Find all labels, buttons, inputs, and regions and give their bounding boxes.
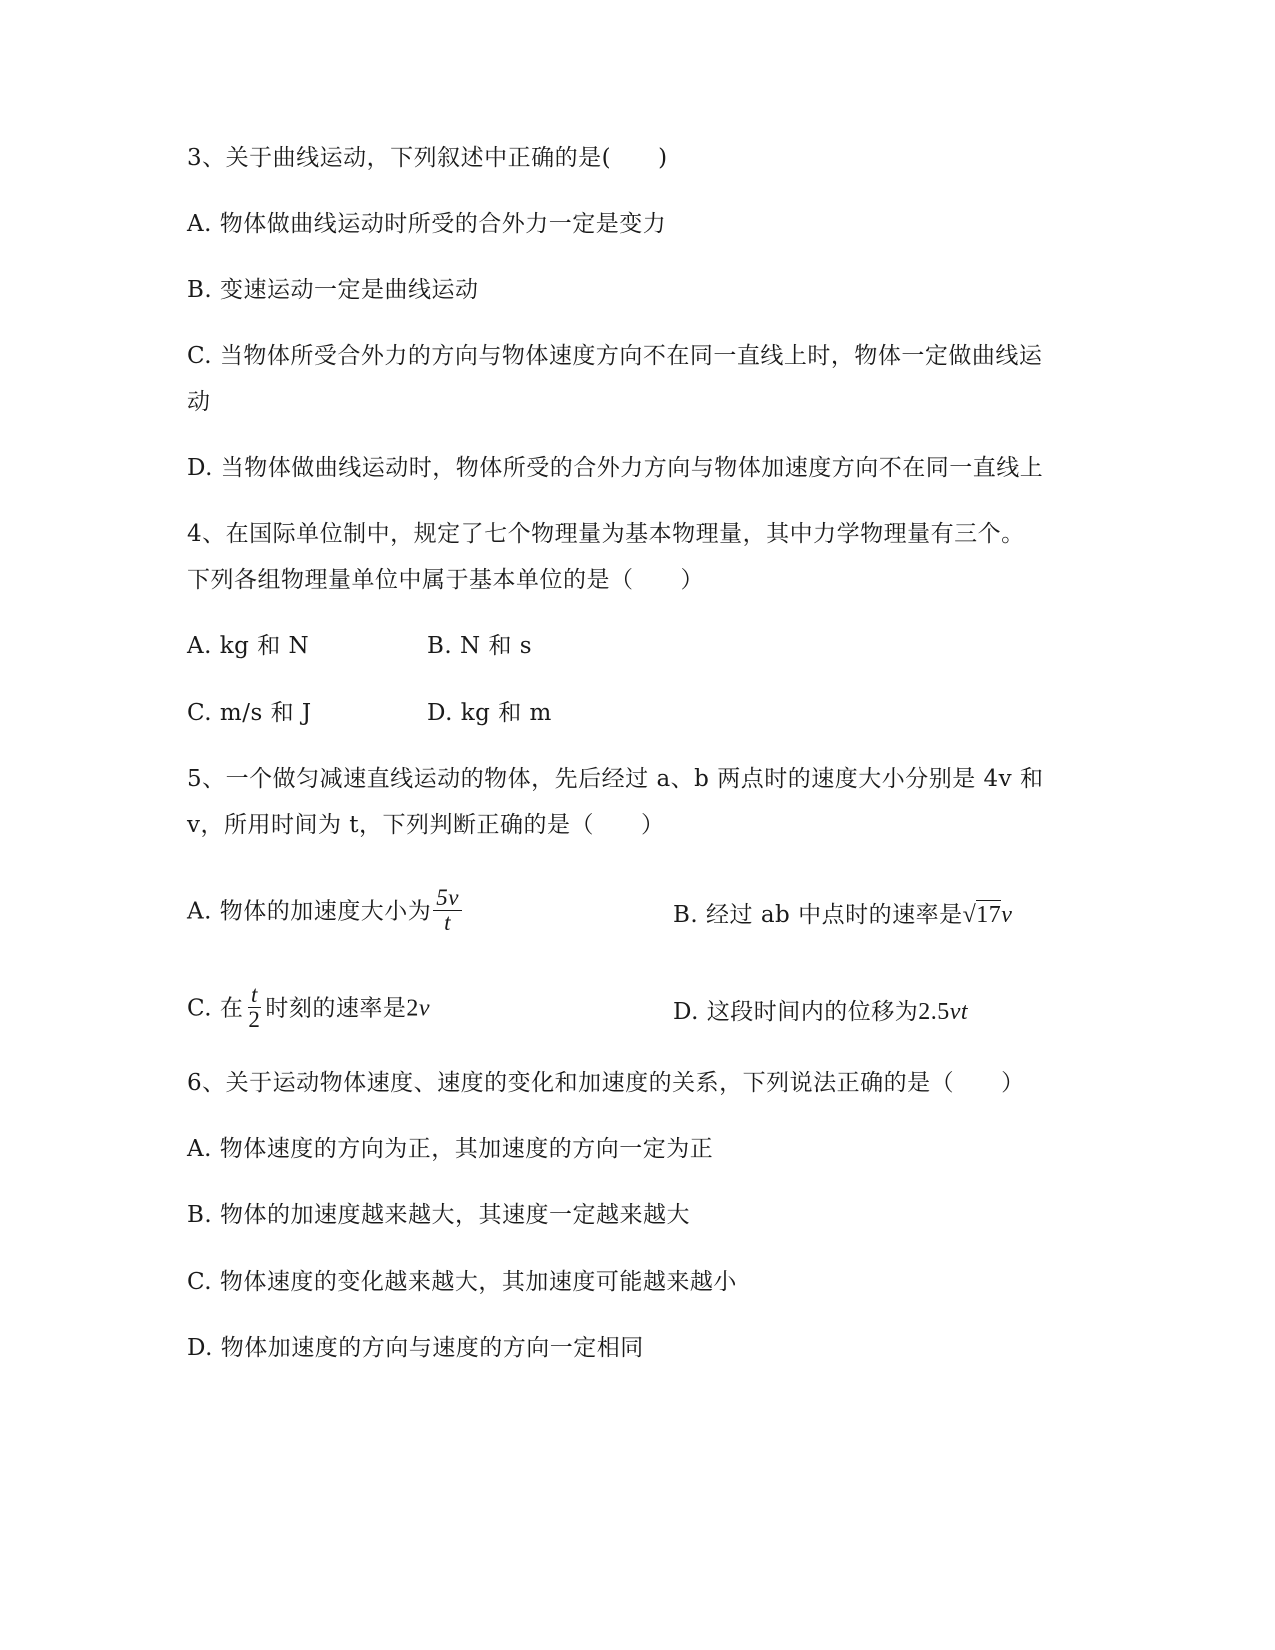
- question-5-stem-line2: v，所用时间为 t，下列判断正确的是（ ）: [187, 812, 665, 838]
- question-5-option-c-value: 2v: [406, 995, 431, 1022]
- question-3-option-c-line2: 动: [187, 389, 211, 415]
- question-5-option-d-text: D. 这段时间内的位移为: [673, 999, 919, 1025]
- question-5-option-b-text: B. 经过 ab 中点时的速率是: [673, 902, 963, 928]
- question-4-stem-line2: 下列各组物理量单位中属于基本单位的是（ ）: [187, 567, 704, 593]
- question-5-stem-line1: 5、一个做匀减速直线运动的物体，先后经过 a、b 两点时的速度大小分别是 4v 和: [187, 766, 1044, 792]
- question-3-option-b: B. 变速运动一定是曲线运动: [187, 277, 479, 303]
- question-4-option-d: D. kg 和 m: [427, 700, 552, 726]
- question-5-option-c-denominator: 2: [248, 1007, 261, 1032]
- question-6-option-c: C. 物体速度的变化越来越大，其加速度可能越来越小: [187, 1269, 737, 1295]
- question-5-option-b-radicand: 17: [976, 902, 1002, 928]
- question-6-option-a: A. 物体速度的方向为正，其加速度的方向一定为正: [187, 1136, 714, 1162]
- question-5-option-d-value: 2.5vt: [918, 999, 969, 1025]
- question-6-stem: 6、关于运动物体速度、速度的变化和加速度的关系，下列说法正确的是（ ）: [187, 1070, 1025, 1096]
- question-5-option-d: [673, 997, 968, 1027]
- question-4-option-b: B. N 和 s: [427, 633, 533, 659]
- question-5-option-b-variable: v: [1001, 902, 1013, 928]
- question-5-option-a: [187, 885, 464, 937]
- question-5-option-a-text: A. 物体的加速度大小为: [187, 898, 432, 925]
- question-5-option-a-numerator: 5v: [433, 886, 462, 911]
- question-3-option-c-line1: C. 当物体所受合外力的方向与物体速度方向不在同一直线上时，物体一定做曲线运: [187, 343, 1043, 369]
- question-5-option-c: [187, 982, 431, 1034]
- question-5-option-a-denominator: t: [444, 910, 452, 935]
- question-5-option-c-numerator: t: [248, 983, 261, 1008]
- question-4-option-c: C. m/s 和 J: [187, 700, 312, 726]
- question-3-option-d: D. 当物体做曲线运动时，物体所受的合外力方向与物体加速度方向不在同一直线上: [187, 455, 1044, 481]
- question-6-option-d: D. 物体加速度的方向与速度的方向一定相同: [187, 1335, 644, 1361]
- question-4-option-a: A. kg 和 N: [187, 633, 310, 659]
- question-5-option-c-text1: C. 在: [187, 995, 244, 1022]
- question-5-option-b-sqrt: √17v: [962, 902, 1013, 928]
- question-3-option-a: A. 物体做曲线运动时所受的合外力一定是变力: [187, 211, 667, 237]
- question-4-stem-line1: 4、在国际单位制中，规定了七个物理量为基本物理量，其中力学物理量有三个。: [187, 521, 1025, 547]
- question-5-option-b: [673, 900, 1012, 930]
- question-5-option-c-text2: 时刻的速率是: [265, 995, 407, 1022]
- question-5-option-c-fraction: [245, 983, 263, 1032]
- question-5-option-a-fraction: [433, 886, 462, 935]
- question-3-stem: 3、关于曲线运动，下列叙述中正确的是( ): [187, 145, 668, 171]
- question-6-option-b: B. 物体的加速度越来越大，其速度一定越来越大: [187, 1202, 691, 1228]
